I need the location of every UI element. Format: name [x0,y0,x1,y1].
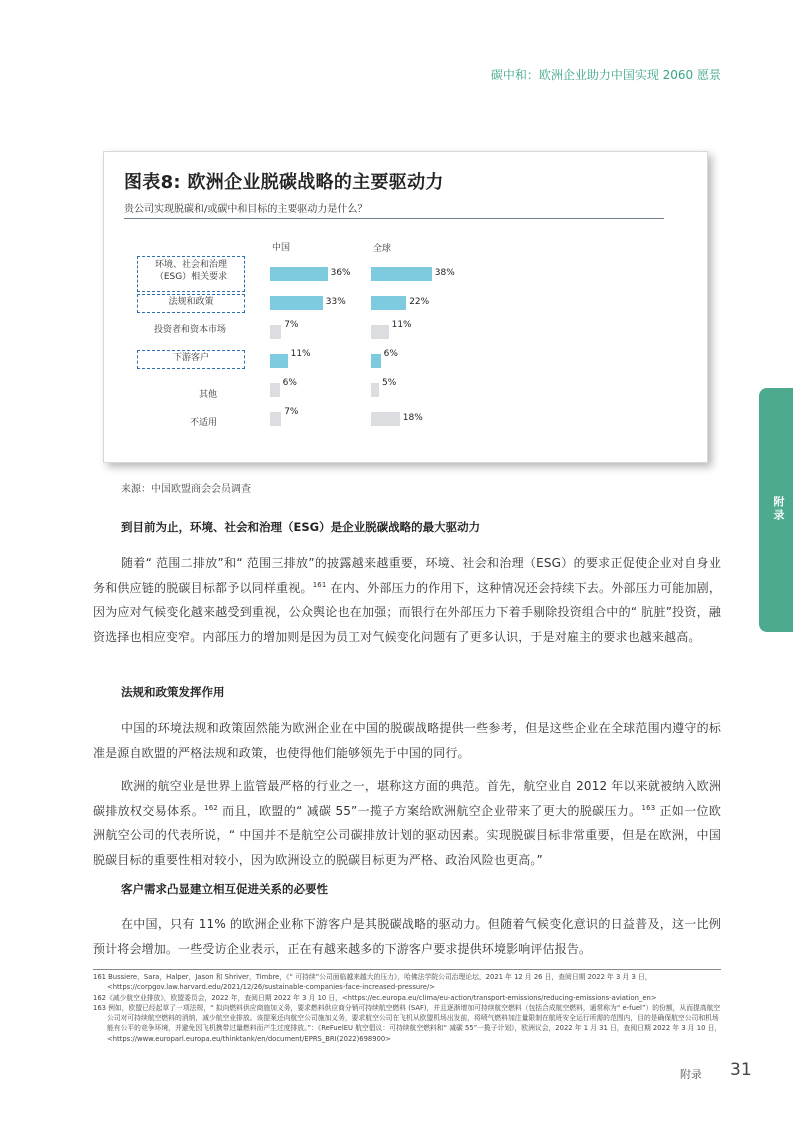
footnote-162: 162《减少航空业排放》，欧盟委员会，2022 年，查阅日期 2022 年 3 月 10 日，<https://ec.europa.eu/clima/eu-action/transport-emissions/reducing-emissions-aviation_en> [93,993,657,1002]
figure-title: 图表8: 欧洲企业脱碳战略的主要驱动力 [124,172,444,193]
bar [371,412,400,426]
category-label-line: 下游客户 [172,353,209,363]
paragraph-regulation: 中国的环境法规和政策固然能为欧洲企业在中国的脱碳战略提供一些参考，但是这些企业在全球范围内遵守的标准是源自欧盟的严格法规和政策，也使得他们能够领先于中国的同行。 [93,721,721,760]
bar-value-label: 11% [290,349,311,359]
category-label [137,350,245,369]
bar-value-label: 36% [330,268,351,278]
footnote-163: 163 例如，欧盟已经起草了一项法规，“ 拟向燃料供应商施加义务，要求燃料供应商分销可持续航空燃料 (SAF)，并且逐渐增加可持续航空燃料（包括合成航空燃料，通常称为“ e-fuel”）的份额，从而提高航空公司对可持续航空燃料的消纳，减少航空业排放。该提案还向航空公司施加义务，要求航空公司在飞机从欧盟机场出发前，将喷气燃料加注量限制在航班安全运行所需的范围内，目的是确保航空公司和机场能有公平的竞争环境，并避免因飞机携带过量燃料而产生过度排放。”：《ReFuelEU 航空倡议：可持续航空燃料和“ 减碳 55”一揽子计划》，欧洲议会，2022 年 1 月 31 日，查阅日期 2022 年 3 月 10 日，<https://www.europarl.europa.eu/thinktank/en/document/EPRS_BRI(2022)698900> [93,1003,722,1043]
bar [270,412,281,426]
category-label-line: 投资者和资本市场 [153,325,226,335]
bar-value-label: 5% [382,378,397,388]
footnote-ref-161: 161 [312,580,327,589]
footnote-ref-163: 163 [641,803,656,812]
footnote-rule [93,969,721,970]
bar-value-label: 7% [284,407,299,417]
panel-label-global: 全球 [373,244,392,254]
category-label [137,294,245,313]
paragraph-aviation-part-c: 正如一位欧洲航空公司的代表所说，“ 中国并不是航空公司碳排放计划的驱动因素。实现脱碳目标非常重要，但是在欧洲，中国脱碳目标的重要性相对较小，因为欧洲设立的脱碳目标更为严格、政治风险也更高。” [93,803,721,867]
bar [270,383,280,397]
bar [270,267,328,281]
category-label [137,256,245,292]
category-label-line: （ESG）相关要求 [154,272,228,282]
bar [371,354,381,368]
bar-value-label: 18% [402,413,423,423]
category-label [137,416,217,431]
paragraph-customers: 在中国，只有 11% 的欧洲企业称下游客户是其脱碳战略的驱动力。但随着气候变化意识的日益普及，这一比例预计将会增加。一些受访企业表示，正在有越来越多的下游客户要求提供环境影响评估报告。 [93,917,721,956]
bar [270,325,281,339]
category-label-line: 其他 [198,390,217,400]
paragraph-esg-part-a: 随着“ 范围二排放”和“ 范围三排放”的披露越来越重要，环境、社会和治理（ESG）的要求正促使企业对自身业务和供应链的脱碳目标都予以同样重视。 [93,556,721,595]
bar [270,296,323,310]
side-tab-label: 附录 [772,496,785,522]
bar [371,296,406,310]
paragraph-aviation-part-a: 欧洲的航空业是世界上监管最严格的行业之一，堪称这方面的典范。首先，航空业自 2012 年以来就被纳入欧洲碳排放权交易体系。 [93,779,721,818]
bar-value-label: 6% [282,378,297,388]
paragraph-esg-part-b: 在内、外部压力的作用下，这种情况还会持续下去。外部压力可能加剧，因为应对气候变化越来越受到重视，公众舆论也在加强；而银行在外部压力下着手剔除投资组合中的“ 肮脏”投资，融资选择也相应变窄。内部压力的增加则是因为员工对气候变化问题有了更多认识，于是对雇主的要求也越来越高。 [93,580,721,644]
category-label [137,388,217,403]
section-title-regulation: 法规和政策发挥作用 [121,685,225,699]
bar-value-label: 22% [409,297,430,307]
category-label [137,323,243,340]
paragraph-aviation [93,774,721,872]
category-label-line: 环境、社会和治理 [154,260,227,270]
category-label-line: 法规和政策 [168,297,214,307]
figure-8-chart [103,151,708,463]
bar [270,354,288,368]
appendix-side-tab [759,388,793,632]
section-title-esg: 到目前为止，环境、社会和治理（ESG）是企业脱碳战略的最大驱动力 [121,520,481,534]
figure-source: 来源：中国欧盟商会会员调查 [121,484,251,495]
bar-value-label: 6% [383,349,398,359]
bar-value-label: 33% [325,297,346,307]
page-number: 31 [730,1060,752,1080]
footnote-ref-162: 162 [204,803,218,812]
footnotes [93,972,723,1044]
bar-value-label: 7% [284,320,299,330]
figure-title-rule [124,218,664,219]
bar-value-label: 38% [434,268,455,278]
footer-section-label: 附录 [680,1068,702,1081]
bar [371,325,389,339]
bar [371,267,432,281]
paragraph-aviation-part-b: 而且，欧盟的“ 减碳 55”一揽子方案给欧洲航空企业带来了更大的脱碳压力。 [217,803,642,818]
bar-value-label: 11% [391,320,412,330]
panel-label-china: 中国 [272,243,291,253]
category-label-line: 不适用 [189,418,217,428]
paragraph-esg [93,551,721,649]
footnote-161: 161 Bussiere，Sara，Halper，Jason 和 Shriver，Timbre，《“ 可持续”公司面临越来越大的压力》，哈佛法学院公司治理论坛，2021 年 12 月 26 日，查阅日期 2022 年 3 月 3 日，<https://corpgov.law.harvard.edu/2021/12/26/sustainable-companies-face-increased-pressure/> [93,973,652,992]
figure-subtitle: 贵公司实现脱碳和/或碳中和目标的主要驱动力是什么？ [124,204,368,215]
bar [371,383,379,397]
section-title-customers: 客户需求凸显建立相互促进关系的必要性 [121,882,328,896]
running-header: 碳中和：欧洲企业助力中国实现 2060 愿景 [490,68,721,82]
